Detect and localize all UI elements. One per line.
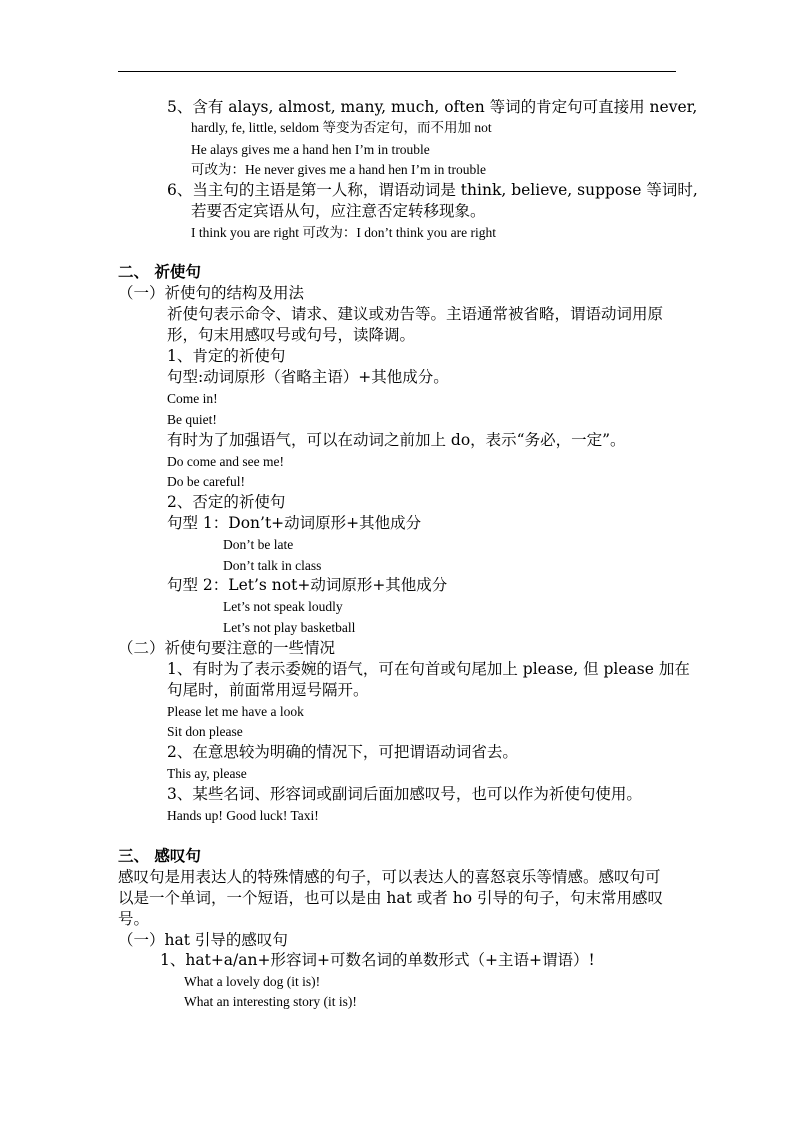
text-line: （二）祈使句要注意的一些情况 (118, 639, 336, 657)
text-line: Let’s not play basketball (223, 620, 356, 635)
text-line: 1、有时为了表示委婉的语气，可在句首或句尾加上 please, 但 please 加在 (167, 660, 690, 678)
text-line: Please let me have a look (167, 704, 304, 719)
text-line: （一）祈使句的结构及用法 (118, 284, 305, 302)
text-line: 3、某些名词、形容词或副词后面加感叹号，也可以作为祈使句使用。 (167, 785, 642, 803)
text-line: I think you are right 可改为：I don’t think you are right (191, 225, 496, 240)
text-line: 句尾时，前面常用逗号隔开。 (167, 681, 369, 699)
text-line: 句型 1：Don’t+动词原形+其他成分 (167, 514, 422, 532)
text-line: 1、肯定的祈使句 (167, 347, 286, 365)
text-line: 1、hat+a/an+形容词+可数名词的单数形式（+主语+谓语）! (160, 951, 595, 969)
text-line: Do come and see me! (167, 454, 284, 469)
text-line: 有时为了加强语气，可以在动词之前加上 do，表示“务必，一定”。 (167, 431, 626, 449)
text-line: 6、当主句的主语是第一人称，谓语动词是 think, believe, suppose 等词时, (167, 181, 698, 199)
text-line: hardly, fe, little, seldom 等变为否定句，而不用加 not (191, 120, 492, 135)
section-heading: 三、 感叹句 (118, 846, 201, 865)
header-rule (118, 71, 676, 72)
text-line: 号。 (118, 910, 150, 928)
text-line: 2、否定的祈使句 (167, 493, 286, 511)
text-line: Come in! (167, 391, 218, 406)
text-line: 2、在意思较为明确的情况下，可把谓语动词省去。 (167, 743, 518, 761)
text-line: 感叹句是用表达人的特殊情感的句子，可以表达人的喜怒哀乐等情感。感叹句可 (118, 868, 661, 886)
text-line: 若要否定宾语从句，应注意否定转移现象。 (191, 202, 486, 220)
text-line: 可改为：He never gives me a hand hen I’m in trouble (191, 162, 487, 177)
text-line: What a lovely dog (it is)! (184, 974, 321, 989)
text-line: Don’t be late (223, 537, 294, 552)
text-line: 5、含有 alays, almost, many, much, often 等词的肯定句可直接用 never, (167, 98, 698, 116)
text-line: 句型 2：Let’s not+动词原形+其他成分 (167, 576, 448, 594)
text-line: This ay, please (167, 766, 247, 781)
text-line: （一）hat 引导的感叹句 (118, 931, 288, 949)
text-line: 祈使句表示命令、请求、建议或劝告等。主语通常被省略，谓语动词用原 (167, 305, 664, 323)
text-line: Hands up! Good luck! Taxi! (167, 808, 319, 823)
text-line: Be quiet! (167, 412, 217, 427)
text-line: Let’s not speak loudly (223, 599, 343, 614)
text-line: What an interesting story (it is)! (184, 994, 357, 1009)
text-line: 句型:动词原形（省略主语）+其他成分。 (167, 368, 449, 386)
text-line: He alays gives me a hand hen I’m in trouble (191, 142, 430, 157)
text-line: Do be careful! (167, 474, 245, 489)
section-heading: 二、 祈使句 (118, 262, 201, 281)
text-line: 形，句末用感叹号或句号，读降调。 (167, 326, 416, 344)
text-line: Sit don please (167, 724, 243, 739)
text-line: Don’t talk in class (223, 558, 322, 573)
text-line: 以是一个单词，一个短语，也可以是由 hat 或者 ho 引导的句子，句末常用感叹 (118, 889, 663, 907)
